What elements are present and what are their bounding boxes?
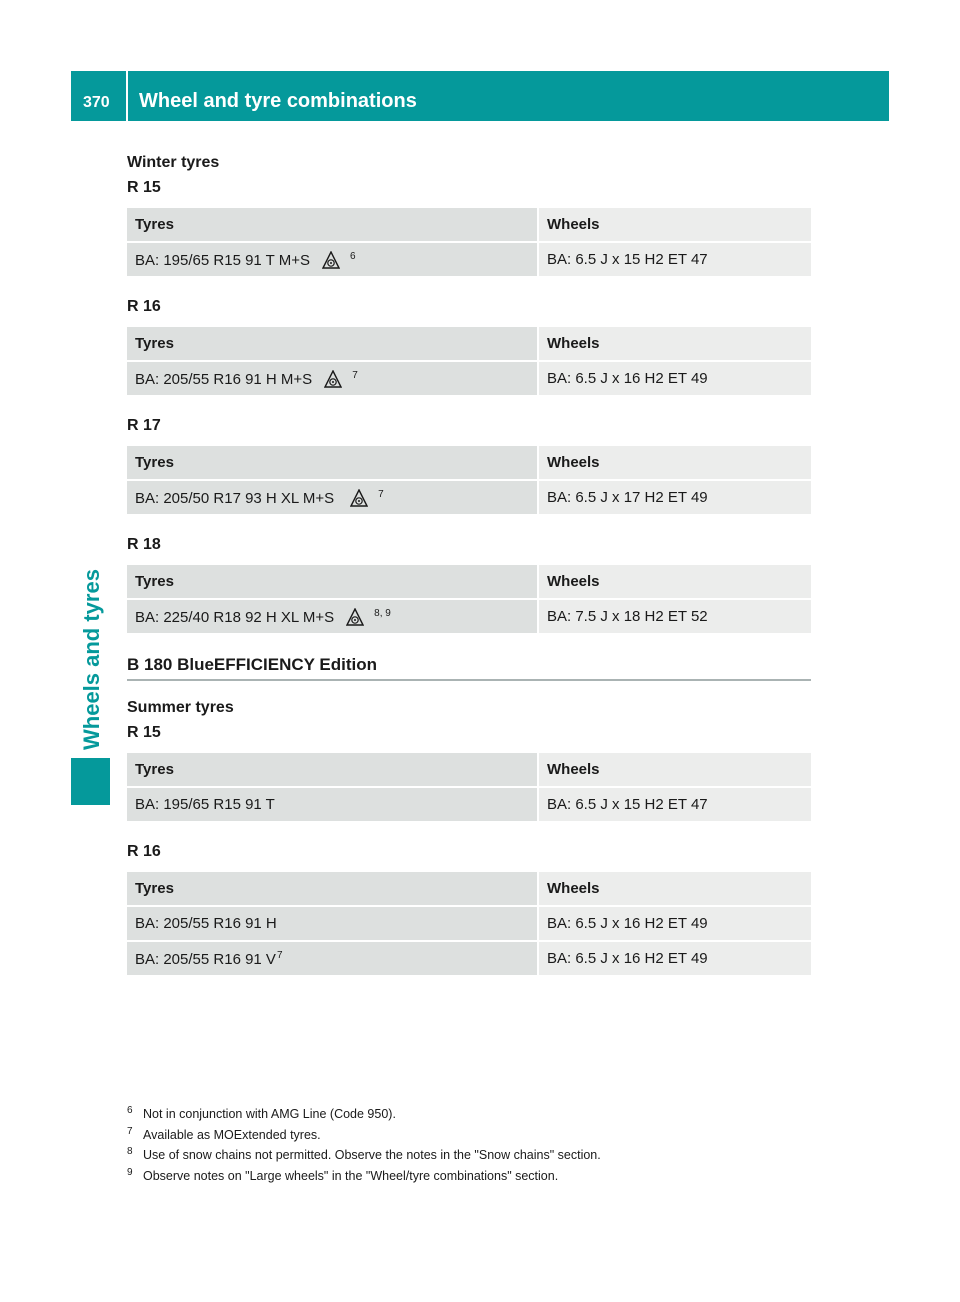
table-row <box>127 481 811 516</box>
tyre-table-winter-r15 <box>127 208 811 278</box>
edition-section-title: B 180 BlueEFFICIENCY Edition <box>127 651 811 681</box>
column-header-wheels: Wheels <box>539 208 811 243</box>
page-content <box>127 150 811 993</box>
table-row <box>127 942 811 977</box>
tyre-table-summer-r16 <box>127 872 811 977</box>
snow-chains-icon <box>346 608 364 626</box>
tyre-spec: BA: 205/55 R16 91 H M+S <box>135 370 313 388</box>
footnote-ref: 7 <box>276 949 283 961</box>
column-header-tyres: Tyres <box>127 327 539 362</box>
snow-chains-icon <box>350 489 368 507</box>
footnote-ref: 7 <box>352 369 358 381</box>
wheel-cell: BA: 6.5 J x 15 H2 ET 47 <box>539 788 811 823</box>
footnote-ref: 8, 9 <box>374 607 391 619</box>
wheel-cell: BA: 6.5 J x 16 H2 ET 49 <box>539 942 811 977</box>
column-header-wheels: Wheels <box>539 872 811 907</box>
wheel-cell: BA: 6.5 J x 16 H2 ET 49 <box>539 907 811 942</box>
snow-chains-icon <box>324 370 342 388</box>
wheel-cell: BA: 6.5 J x 17 H2 ET 49 <box>539 481 811 516</box>
table-size-heading: R 17 <box>127 417 161 434</box>
tyre-table-winter-r18 <box>127 565 811 635</box>
column-header-tyres: Tyres <box>127 872 539 907</box>
footnote-number: 6 <box>127 1105 133 1116</box>
footnote-number: 7 <box>127 1125 133 1137</box>
tyre-cell <box>127 243 539 278</box>
side-section-marker <box>71 758 110 805</box>
footnote <box>127 1166 827 1187</box>
table-row <box>127 362 811 397</box>
table-row <box>127 788 811 823</box>
page-header <box>71 71 889 121</box>
column-header-tyres: Tyres <box>127 208 539 243</box>
winter-heading: Winter tyres <box>127 154 220 171</box>
snow-chains-icon <box>322 251 340 269</box>
tyre-table-summer-r15 <box>127 753 811 823</box>
footnote-number: 8 <box>127 1146 133 1157</box>
footnote-text: Available as MOExtended tyres. <box>143 1127 321 1142</box>
tyre-spec: BA: 205/50 R17 93 H XL M+S <box>135 489 335 507</box>
table-row <box>127 907 811 942</box>
footnote-text: Use of snow chains not permitted. Observe the notes in the "Snow chains" section. <box>143 1148 601 1162</box>
side-section-label-text: Wheels and tyres <box>79 569 104 750</box>
tyre-cell: BA: 195/65 R15 91 T <box>127 788 539 823</box>
summer-heading: Summer tyres <box>127 699 234 716</box>
header-separator <box>126 71 128 121</box>
column-header-tyres: Tyres <box>127 565 539 600</box>
column-header-wheels: Wheels <box>539 446 811 481</box>
tyre-spec: BA: 225/40 R18 92 H XL M+S <box>135 608 335 626</box>
wheel-cell: BA: 6.5 J x 16 H2 ET 49 <box>539 362 811 397</box>
column-header-tyres: Tyres <box>127 446 539 481</box>
footnote-text: Not in conjunction with AMG Line (Code 950). <box>143 1107 396 1121</box>
table-size-heading: R 18 <box>127 536 161 553</box>
tyre-spec: BA: 205/55 R16 91 V <box>135 950 276 968</box>
footnote <box>127 1104 827 1125</box>
footnote-number: 9 <box>127 1166 133 1178</box>
column-header-tyres: Tyres <box>127 753 539 788</box>
table-size-heading: R 15 <box>127 724 161 741</box>
tyre-cell <box>127 481 539 516</box>
page-title: Wheel and tyre combinations <box>139 90 417 112</box>
page-number: 370 <box>83 94 110 111</box>
table-size-heading: R 16 <box>127 843 161 860</box>
tyre-cell <box>127 600 539 635</box>
tyre-cell <box>127 362 539 397</box>
table-size-heading: R 15 <box>127 179 161 196</box>
column-header-wheels: Wheels <box>539 327 811 362</box>
footnotes <box>127 1104 827 1186</box>
table-size-heading: R 16 <box>127 298 161 315</box>
footnote-ref: 6 <box>349 250 356 262</box>
tyre-table-winter-r17 <box>127 446 811 516</box>
tyre-cell: BA: 205/55 R16 91 H <box>127 907 539 942</box>
column-header-wheels: Wheels <box>539 565 811 600</box>
tyre-cell <box>127 942 539 977</box>
wheel-cell: BA: 7.5 J x 18 H2 ET 52 <box>539 600 811 635</box>
column-header-wheels: Wheels <box>539 753 811 788</box>
footnote-text: Observe notes on "Large wheels" in the "Wheel/tyre combinations" section. <box>143 1168 559 1183</box>
table-row <box>127 243 811 278</box>
footnote <box>127 1125 827 1146</box>
tyre-spec: BA: 195/65 R15 91 T M+S <box>135 251 310 269</box>
footnote-ref: 7 <box>378 488 384 500</box>
table-row <box>127 600 811 635</box>
tyre-table-winter-r16 <box>127 327 811 397</box>
wheel-cell: BA: 6.5 J x 15 H2 ET 47 <box>539 243 811 278</box>
footnote <box>127 1145 827 1166</box>
